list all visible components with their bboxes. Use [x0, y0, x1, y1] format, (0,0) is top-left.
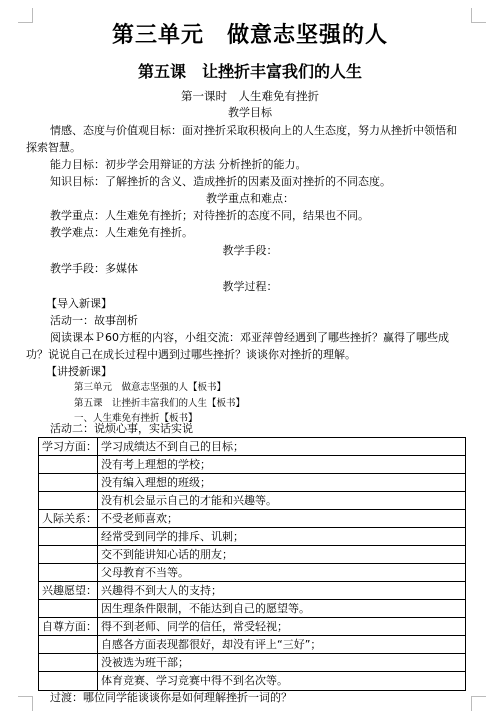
- table-row: [39, 672, 465, 690]
- table-row: [39, 600, 465, 618]
- frustration-table: [38, 437, 466, 691]
- category-self-esteem: 自尊方面：: [42, 620, 97, 633]
- activity-two: 活动二：说烦心事，实话实说: [50, 422, 193, 435]
- board-note-section: 一、人生难免有挫折【板书】: [74, 413, 198, 424]
- table-cell: 不受老师喜欢；: [101, 512, 178, 525]
- table-row: [39, 456, 465, 474]
- means-text: 教学手段：多媒体: [50, 262, 138, 275]
- activity-one: 活动一：故事剖析: [50, 314, 138, 327]
- table-cell: 交不到能讲知心话的朋友；: [101, 548, 233, 561]
- board-note-unit: 第三单元 做意志坚强的人【板书】: [74, 382, 227, 393]
- board-note-lesson: 第五课 让挫折丰富我们的人生【板书】: [74, 398, 246, 409]
- table-row: [39, 654, 465, 672]
- intro-heading: 【导入新课】: [46, 297, 112, 310]
- table-row: [39, 438, 465, 456]
- goal-emotion-line1: 情感、态度与价值观目标：面对挫折采取积极向上的人生态度，努力从挫折中领悟和: [50, 124, 457, 137]
- page-corner-mark: [18, 696, 33, 711]
- lesson-title: 第五课 让挫折丰富我们的人生: [137, 62, 362, 81]
- table-row: [39, 474, 465, 492]
- table-row: [39, 546, 465, 564]
- period-title: 第一课时 人生难免有挫折: [181, 89, 319, 103]
- category-interests: 兴趣愿望：: [42, 584, 97, 597]
- table-row: [39, 636, 465, 654]
- table-cell: 兴趣得不到大人的支持；: [101, 584, 222, 597]
- reading-task-line2: 功？说说自己在成长过程中遇到过哪些挫折？谈谈你对挫折的理解。: [26, 348, 356, 361]
- unit-title: 第三单元 做意志坚强的人: [111, 22, 388, 48]
- table-cell: 没有机会显示自己的才能和兴趣等。: [101, 494, 277, 507]
- goal-emotion-line2: 探索智慧。: [26, 141, 81, 154]
- teaching-goals-heading: 教学目标: [228, 106, 272, 119]
- new-lesson-heading: 【讲授新课】: [46, 365, 112, 378]
- goal-ability: 能力目标：初步学会用辩证的方法 分析挫折的能力。: [50, 158, 307, 171]
- table-row: [39, 564, 465, 582]
- page-corner-mark: [471, 696, 486, 711]
- table-cell: 没被选为班干部；: [101, 656, 189, 669]
- table-row: [39, 510, 465, 528]
- table-cell: 父母教育不当等。: [101, 566, 189, 579]
- key-points-heading: 教学重点和难点：: [206, 192, 294, 205]
- table-cell: 没有考上理想的学校；: [101, 458, 211, 471]
- goal-knowledge: 知识目标：了解挫折的含义、造成挫折的因素及面对挫折的不同态度。: [50, 175, 391, 188]
- table-row: [39, 618, 465, 636]
- table-row: [39, 528, 465, 546]
- page-corner-mark: [18, 8, 33, 23]
- difficult-point: 教学难点：人生难免有挫折。: [50, 226, 193, 239]
- table-row: [39, 492, 465, 510]
- table-cell: 经常受到同学的排斥、讥刺；: [101, 530, 244, 543]
- table-row: [39, 582, 465, 600]
- table-cell: 没有编入理想的班级；: [101, 476, 211, 489]
- table-cell: 自感各方面表现都很好，却没有评上“三好”；: [101, 638, 322, 651]
- category-study: 学习方面：: [42, 440, 97, 453]
- reading-task-line1: 阅读课本Ｐ60方框的内容，小组交流：邓亚萍曾经遇到了哪些挫折？赢得了哪些成: [50, 331, 449, 344]
- table-cell: 得不到老师、同学的信任，常受轻视；: [101, 620, 288, 633]
- table-cell: 体育竞赛、学习竞赛中得不到名次等。: [101, 674, 288, 687]
- key-point: 教学重点：人生难免有挫折；对待挫折的态度不同，结果也不同。: [50, 209, 369, 222]
- means-heading: 教学手段：: [222, 244, 278, 257]
- category-relations: 人际关系：: [42, 512, 97, 525]
- page-corner-mark: [471, 8, 486, 23]
- closing-question: 过渡：哪位同学能谈谈你是如何理解挫折一词的？: [50, 691, 292, 704]
- table-cell: 因生理条件限制，不能达到自己的愿望等。: [101, 602, 310, 615]
- table-cell: 学习成绩达不到自己的目标；: [101, 440, 244, 453]
- process-heading: 教学过程：: [222, 280, 278, 293]
